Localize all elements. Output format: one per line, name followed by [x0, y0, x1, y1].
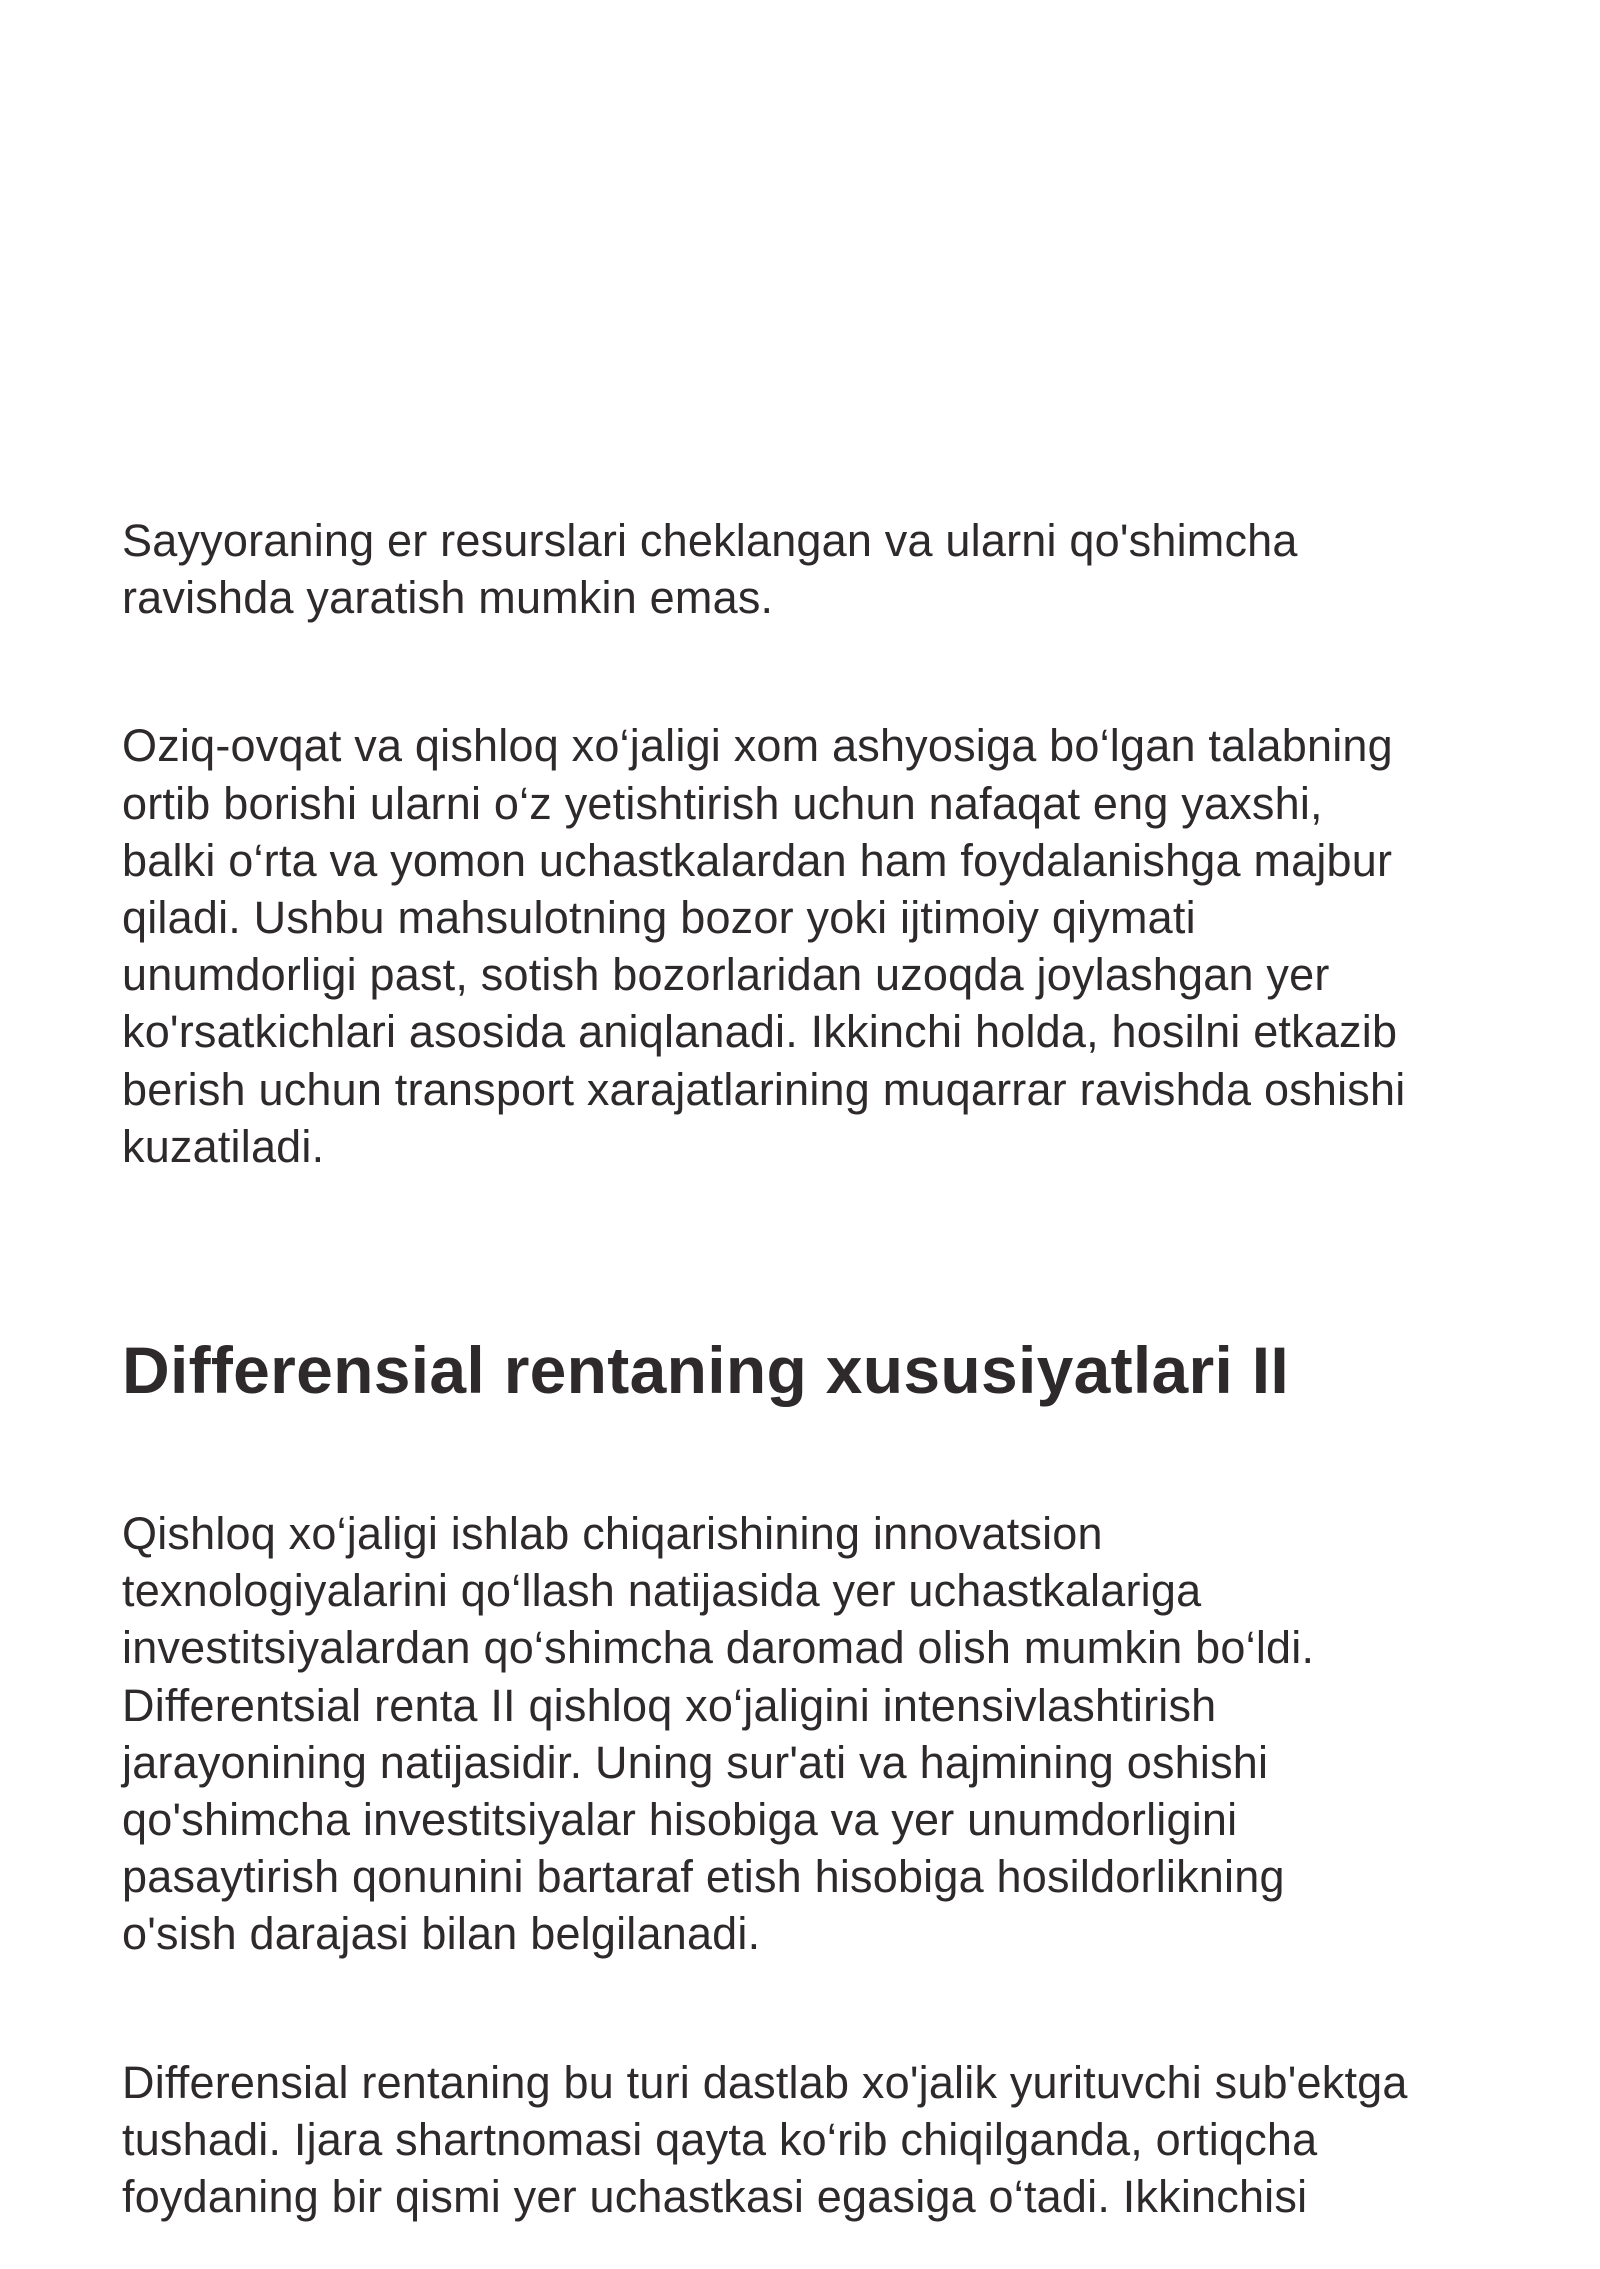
text-line: ko'rsatkichlari asosida aniqlanadi. Ikkinchi holda, hosilni etkazib	[122, 1006, 1398, 1058]
text-line: Differensial rentaning bu turi dastlab xo'jalik yurituvchi sub'ektga	[122, 2056, 1408, 2108]
text-line: Oziq-ovqat va qishloq xo‘jaligi xom ashyosiga bo‘lgan talabning	[122, 720, 1393, 772]
text-line: unumdorligi past, sotish bozorlaridan uzoqda joylashgan yer	[122, 949, 1330, 1001]
text-line: foydaning bir qismi yer uchastkasi egasiga o‘tadi. Ikkinchisi	[122, 2171, 1308, 2223]
text-line: pasaytirish qonunini bartaraf etish hisobiga hosildorlikning	[122, 1851, 1285, 1903]
text-line: jarayonining natijasidir. Uning sur'ati va hajmining oshishi	[122, 1736, 1269, 1788]
text-line: ravishda yaratish mumkin emas.	[122, 572, 774, 624]
text-line: Differentsial renta II qishloq xo‘jaligini intensivlashtirish	[122, 1679, 1217, 1731]
text-line: balki o‘rta va yomon uchastkalardan ham foydalanishga majbur	[122, 834, 1393, 886]
section-heading: Differensial rentaning xususiyatlari II	[122, 1333, 1290, 1408]
text-line: o'sish darajasi bilan belgilanadi.	[122, 1908, 761, 1960]
document-page	[122, 512, 1542, 2225]
text-line: kuzatiladi.	[122, 1120, 325, 1172]
text-line: ortib borishi ularni o‘z yetishtirish uchun nafaqat eng yaxshi,	[122, 777, 1323, 829]
paragraph-food-demand	[122, 717, 1542, 1175]
paragraph-innovation	[122, 1505, 1542, 1963]
text-line: qiladi. Ushbu mahsulotning bozor yoki ijtimoiy qiymati	[122, 892, 1196, 944]
paragraph-land-resources	[122, 512, 1542, 626]
text-line: Sayyoraning er resurslari cheklangan va ularni qo'shimcha	[122, 515, 1298, 566]
text-line: investitsiyalardan qo‘shimcha daromad olish mumkin bo‘ldi.	[122, 1622, 1315, 1674]
text-line: Qishloq xo‘jaligi ishlab chiqarishining innovatsion	[122, 1508, 1103, 1560]
paragraph-rent-type	[122, 2054, 1542, 2226]
text-line: texnologiyalarini qo‘llash natijasida yer uchastkalariga	[122, 1565, 1202, 1617]
text-line: berish uchun transport xarajatlarining muqarrar ravishda oshishi	[122, 1063, 1406, 1115]
text-line: qo'shimcha investitsiyalar hisobiga va yer unumdorligini	[122, 1794, 1238, 1846]
text-line: tushadi. Ijara shartnomasi qayta ko‘rib chiqilganda, ortiqcha	[122, 2113, 1318, 2165]
